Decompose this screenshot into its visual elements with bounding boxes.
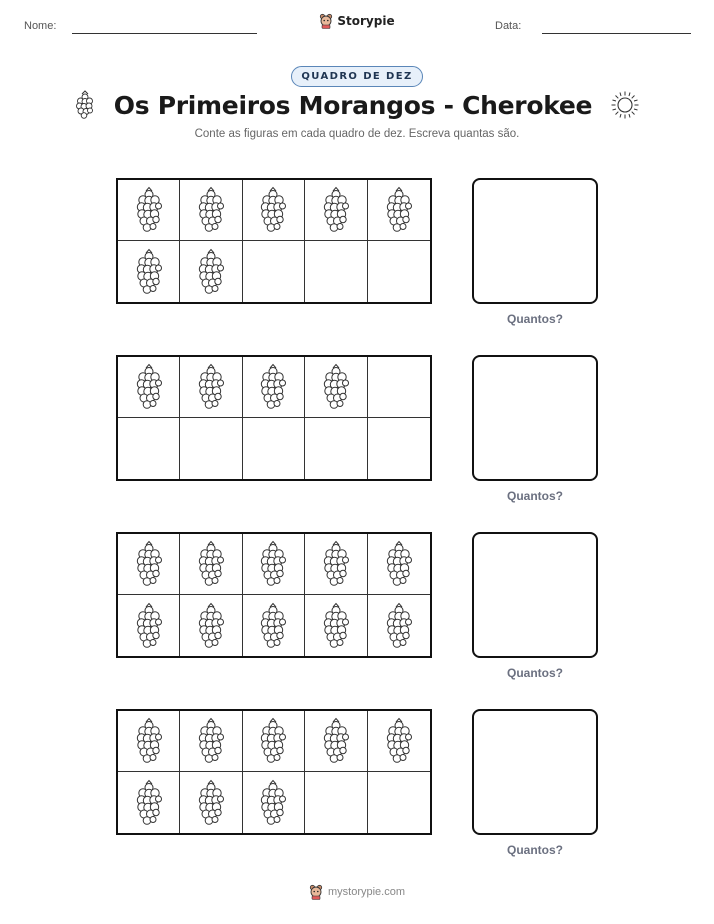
ten-frame-cell <box>118 418 180 479</box>
answer-label: Quantos? <box>507 666 563 680</box>
ten-frame-cell <box>368 180 430 241</box>
answer-box[interactable] <box>472 178 598 304</box>
ten-frame-cell <box>305 357 367 418</box>
ten-frame <box>116 709 432 835</box>
berry-icon <box>134 717 164 765</box>
answer-label: Quantos? <box>507 843 563 857</box>
ten-frame-cell <box>243 180 305 241</box>
ten-frame <box>116 178 432 304</box>
ten-frame <box>116 355 432 481</box>
ten-frame-cell <box>180 357 242 418</box>
page-footer <box>0 884 714 900</box>
brand-name: Storypie <box>337 14 395 28</box>
page-header <box>0 0 714 50</box>
berry-icon <box>258 602 288 650</box>
berry-icon <box>134 248 164 296</box>
ten-frame-cell <box>368 711 430 772</box>
ten-frame-cell <box>180 180 242 241</box>
ten-frame-cell <box>118 241 180 302</box>
ten-frame-cell <box>118 180 180 241</box>
berry-icon <box>134 602 164 650</box>
ten-frame-cell <box>305 241 367 302</box>
storypie-mascot-icon <box>319 13 333 29</box>
berry-icon <box>134 363 164 411</box>
berry-icon <box>258 717 288 765</box>
answer-box[interactable] <box>472 532 598 658</box>
berry-icon <box>384 186 414 234</box>
ten-frame-cell <box>368 357 430 418</box>
ten-frame-cell <box>368 772 430 833</box>
answer-box[interactable] <box>472 709 598 835</box>
berry-icon <box>196 540 226 588</box>
ten-frame-cell <box>180 418 242 479</box>
storypie-mascot-icon <box>309 884 323 900</box>
ten-frame-cell <box>368 241 430 302</box>
date-line[interactable] <box>542 33 691 34</box>
berry-icon <box>321 540 351 588</box>
berry-icon <box>196 186 226 234</box>
berry-icon <box>321 717 351 765</box>
ten-frame-cell <box>118 595 180 656</box>
berry-icon <box>196 363 226 411</box>
ten-frame-cell <box>305 180 367 241</box>
ten-frame-cell <box>180 595 242 656</box>
ten-frame-cell <box>243 711 305 772</box>
ten-frame-cell <box>243 357 305 418</box>
berry-icon <box>384 602 414 650</box>
ten-frame-cell <box>305 595 367 656</box>
berry-icon <box>196 779 226 827</box>
ten-frame-cell <box>118 772 180 833</box>
berry-icon <box>134 779 164 827</box>
berry-icon <box>258 186 288 234</box>
berry-icon <box>258 779 288 827</box>
berry-icon <box>384 717 414 765</box>
instructions: Conte as figuras em cada quadro de dez. Escreva quantas são. <box>194 128 520 140</box>
ten-frame-cell <box>243 241 305 302</box>
berry-icon <box>258 540 288 588</box>
ten-frame-cell <box>243 595 305 656</box>
ten-frame-cell <box>243 534 305 595</box>
berry-icon <box>196 602 226 650</box>
ten-frame-cell <box>180 241 242 302</box>
berry-icon <box>196 717 226 765</box>
ten-frame-cell <box>368 418 430 479</box>
worksheet-type-badge: QUADRO DE DEZ <box>291 66 422 87</box>
page-title: Os Primeiros Morangos - Cherokee <box>113 90 593 120</box>
ten-frame-cell <box>305 711 367 772</box>
berry-icon <box>321 363 351 411</box>
answer-box[interactable] <box>472 355 598 481</box>
ten-frame-cell <box>118 357 180 418</box>
ten-frame-cell <box>118 711 180 772</box>
ten-frame-cell <box>180 534 242 595</box>
ten-frame-cell <box>305 534 367 595</box>
berry-icon <box>134 540 164 588</box>
answer-label: Quantos? <box>507 312 563 326</box>
ten-frame-cell <box>368 534 430 595</box>
berry-icon <box>321 186 351 234</box>
ten-frame-cell <box>180 711 242 772</box>
ten-frame-cell <box>243 772 305 833</box>
name-line[interactable] <box>72 33 257 34</box>
footer-site: mystorypie.com <box>327 886 406 898</box>
berry-icon <box>384 540 414 588</box>
sun-icon <box>610 90 640 120</box>
berry-icon <box>196 248 226 296</box>
name-label: Nome: <box>24 20 57 32</box>
brand-logo <box>0 13 714 29</box>
ten-frame-cell <box>368 595 430 656</box>
ten-frame-cell <box>118 534 180 595</box>
answer-label: Quantos? <box>507 489 563 503</box>
ten-frame-cell <box>180 772 242 833</box>
ten-frame <box>116 532 432 658</box>
ten-frame-cell <box>305 772 367 833</box>
berry-icon <box>258 363 288 411</box>
berry-icon <box>134 186 164 234</box>
ten-frame-cell <box>243 418 305 479</box>
berry-icon <box>74 90 96 120</box>
berry-icon <box>321 602 351 650</box>
date-label: Data: <box>495 20 522 32</box>
ten-frame-cell <box>305 418 367 479</box>
